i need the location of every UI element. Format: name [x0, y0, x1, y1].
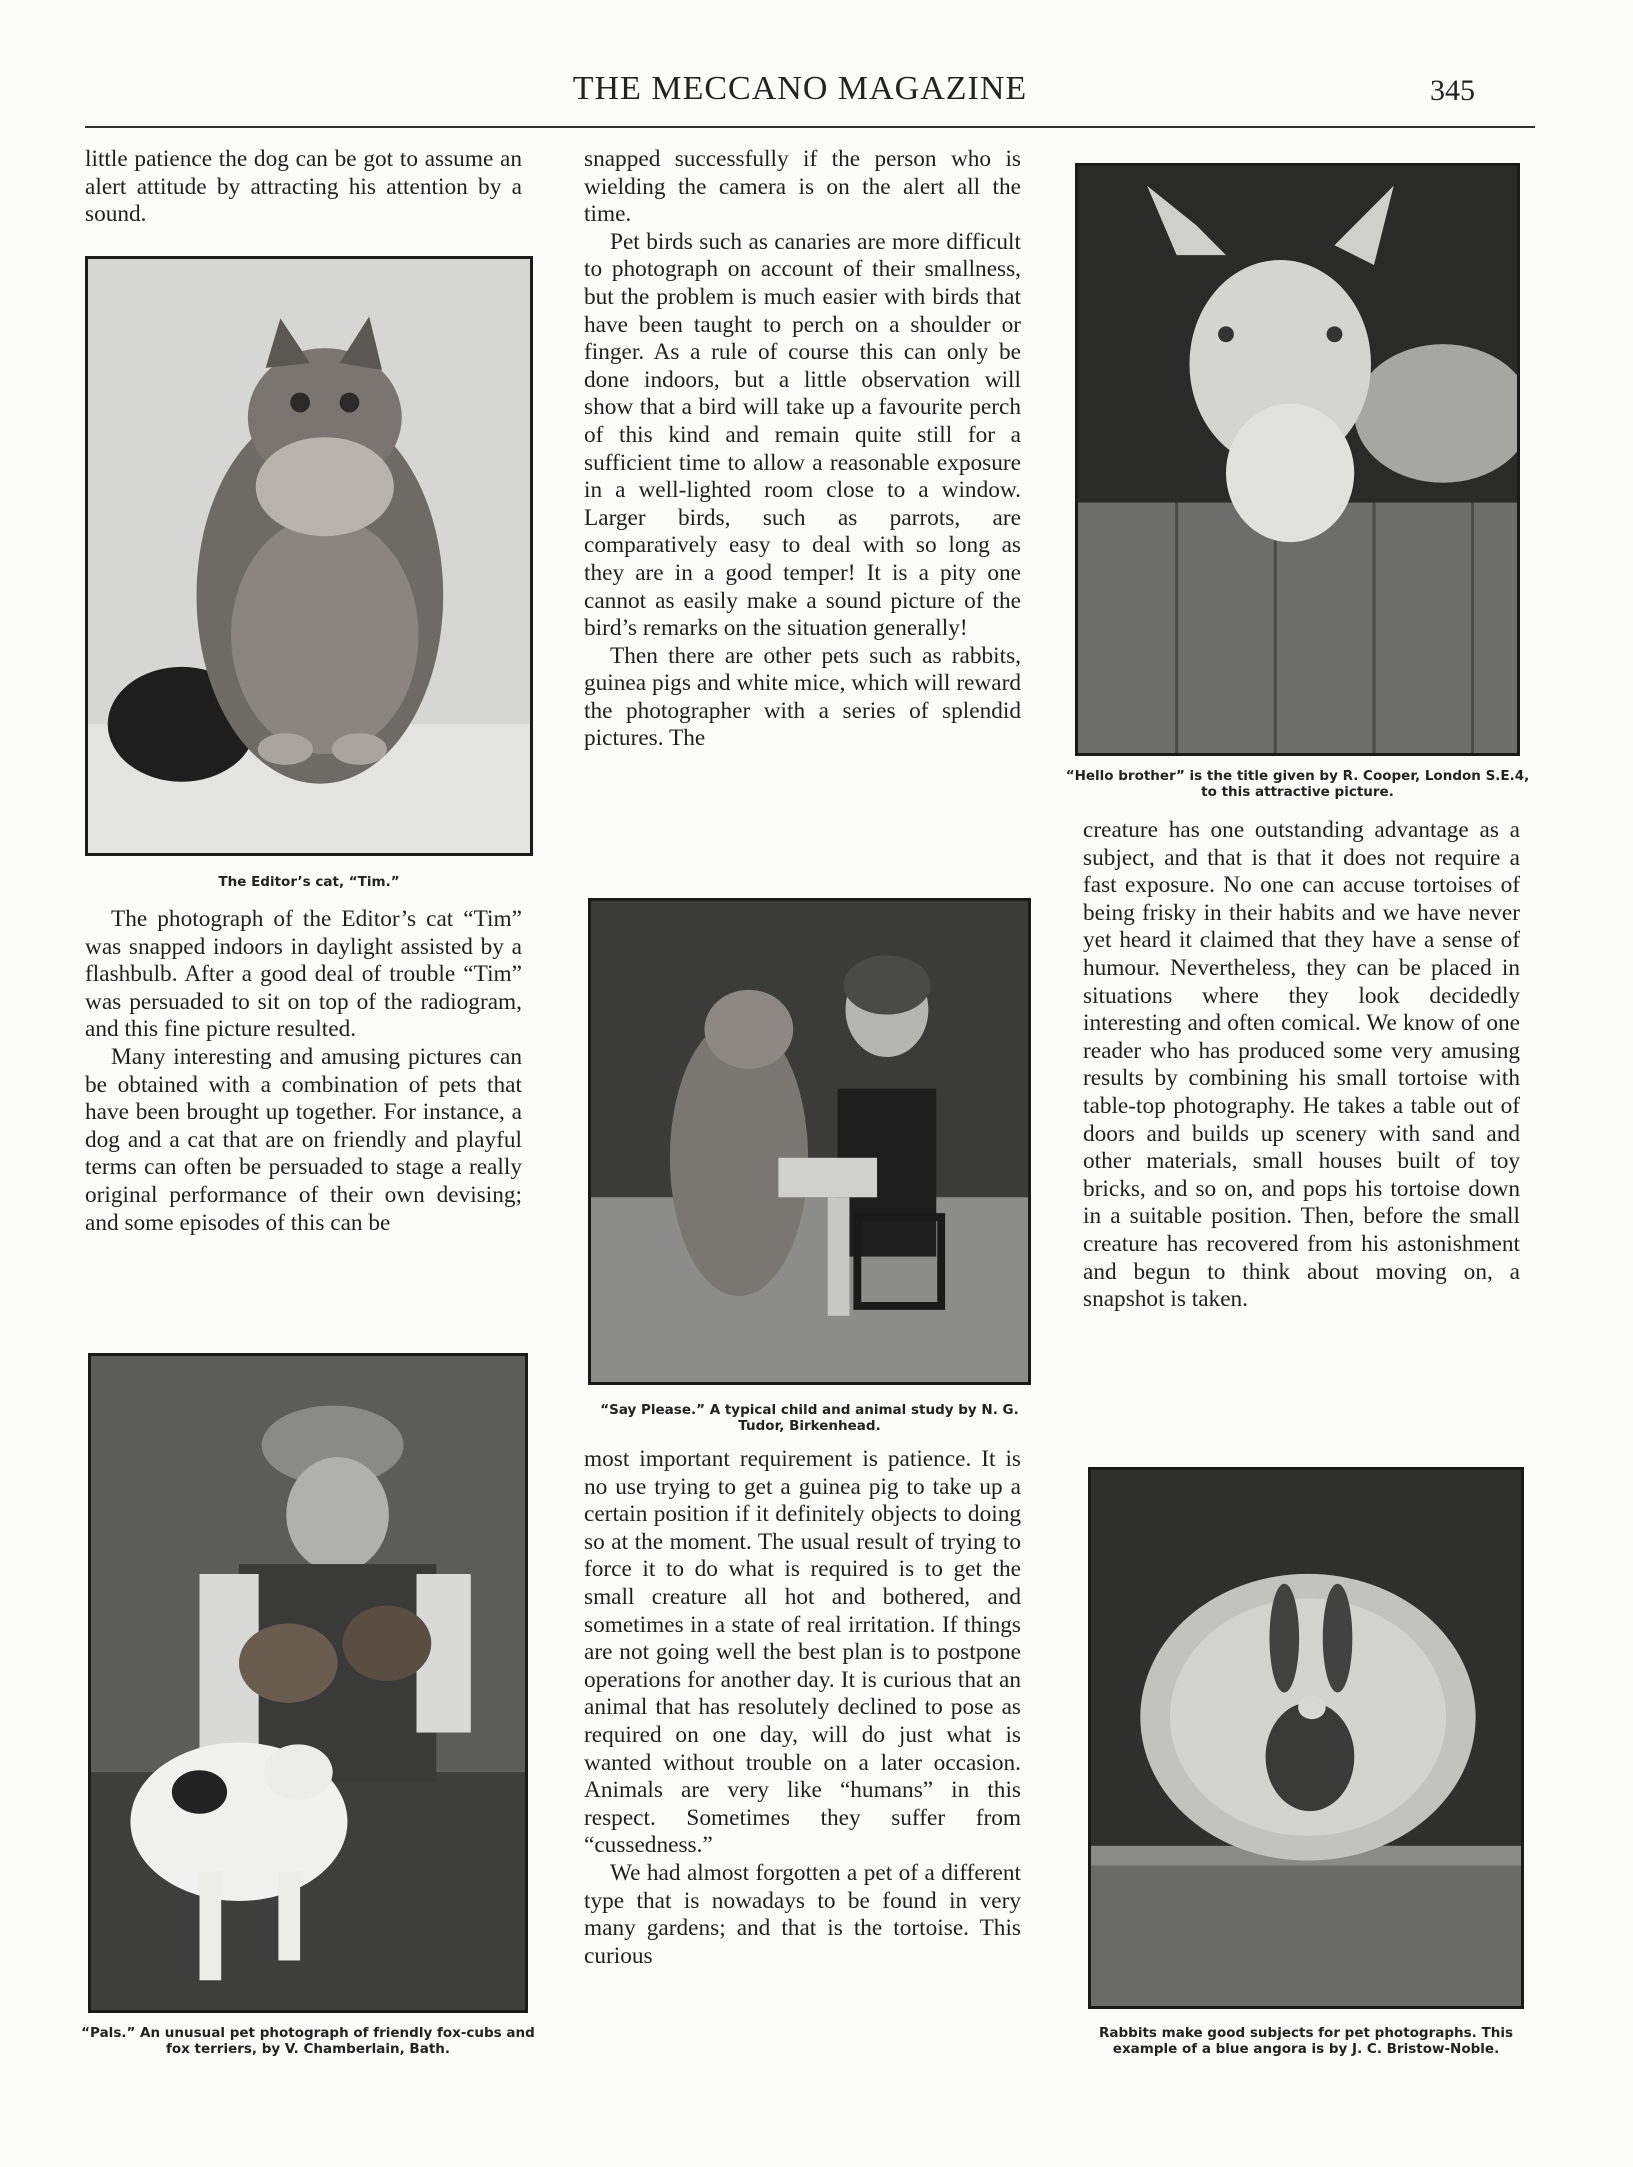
caption-rabbit: Rabbits make good subjects for pet photographs. This example of a blue angora is by J. C. Bristow-Noble. — [1099, 2025, 1513, 2057]
paragraph: Many interesting and amusing pictures can be obtained with a combination of pets that have been brought up together. For instance, a dog and a cat that are on friendly and playful terms can often be persuaded to stage a really original performance of their own devising; and some episodes of this can be — [85, 1043, 522, 1236]
paragraph: most important requirement is patience. It is no use trying to get a guinea pig to take up a certain position if it definitely objects to doing so at the moment. The usual result of trying to force it to do what is required is to get the small creature all hot and bothered, and sometimes in a state of real irritation. If things are not going well the best plan is to postpone operations for another day. It is curious that an animal that has resolutely declined to pose as required on one day, will do just what is wanted without trouble on a later occasion. Animals are very like “humans” in this respect. Sometimes they suffer from “cussedness.” — [584, 1446, 1021, 1859]
paragraph: snapped successfully if the person who is wielding the camera is on the alert all the time. — [584, 146, 1021, 228]
column-1-top — [85, 146, 522, 229]
column-3-middle — [1083, 817, 1520, 1314]
caption-donkey: “Hello brother” is the title given by R. Cooper, London S.E.4, to this attractive picture. — [1065, 768, 1530, 800]
photo-say-please — [588, 898, 1031, 1385]
paragraph: little patience the dog can be got to assume an alert attitude by attracting his attention by a sound. — [85, 146, 522, 228]
paragraph: Pet birds such as canaries are more difficult to photograph on account of their smallness, but the problem is much easier with birds that have been taught to perch on a shoulder or finger. As a rule of course this can only be done indoors, but a little observation will show that a bird will take up a favourite perch of this kind and remain quite still for a sufficient time to allow a reasonable exposure in a well-lighted room close to a window. Larger birds, such as parrots, are comparatively easy to deal with so long as they are in a good temper! It is a pity one cannot as easily make a sound picture of the bird’s remarks on the situation generally! — [584, 228, 1021, 642]
caption-say-please: “Say Please.” A typical child and animal study by N. G. Tudor, Birkenhead. — [600, 1402, 1019, 1434]
magazine-title: THE MECCANO MAGAZINE — [572, 70, 1028, 107]
column-1-middle — [85, 906, 522, 1237]
photo-rabbit — [1088, 1467, 1524, 2009]
column-2-top — [584, 146, 1021, 753]
column-2-bottom — [584, 1446, 1021, 1970]
page-number: 345 — [1430, 74, 1475, 107]
photo-donkey — [1075, 163, 1520, 756]
caption-pals: “Pals.” An unusual pet photograph of friendly fox-cubs and fox terriers, by V. Chamberlain, Bath. — [81, 2025, 535, 2057]
photo-cat-tim — [85, 256, 533, 856]
header-rule — [85, 126, 1535, 128]
paragraph: creature has one outstanding advantage as a subject, and that is that it does not require a fast exposure. No one can accuse tortoises of being frisky in their habits and we have never yet heard it claimed that they have a sense of humour. Nevertheless, they can be placed in situations where they look decidedly interesting and often comical. We know of one reader who has produced some very amusing results by combining his small tortoise with table-top photography. He takes a table out of doors and builds up scenery with sand and other materials, small houses built of toy bricks, and so on, and pops his tortoise down in a suitable position. Then, before the small creature has recovered from his astonishment and begun to think about moving on, a snapshot is taken. — [1083, 817, 1520, 1313]
paragraph: We had almost forgotten a pet of a different type that is nowadays to be found in very many gardens; and that is the tortoise. This curious — [584, 1859, 1021, 1969]
photo-pals — [88, 1353, 528, 2013]
paragraph: Then there are other pets such as rabbits, guinea pigs and white mice, which will reward the photographer with a series of splendid pictures. The — [584, 642, 1021, 752]
paragraph: The photograph of the Editor’s cat “Tim” was snapped indoors in daylight assisted by a flashbulb. After a good deal of trouble “Tim” was persuaded to sit on top of the radiogram, and this fine picture resulted. — [85, 906, 522, 1043]
caption-cat: The Editor’s cat, “Tim.” — [218, 874, 400, 890]
